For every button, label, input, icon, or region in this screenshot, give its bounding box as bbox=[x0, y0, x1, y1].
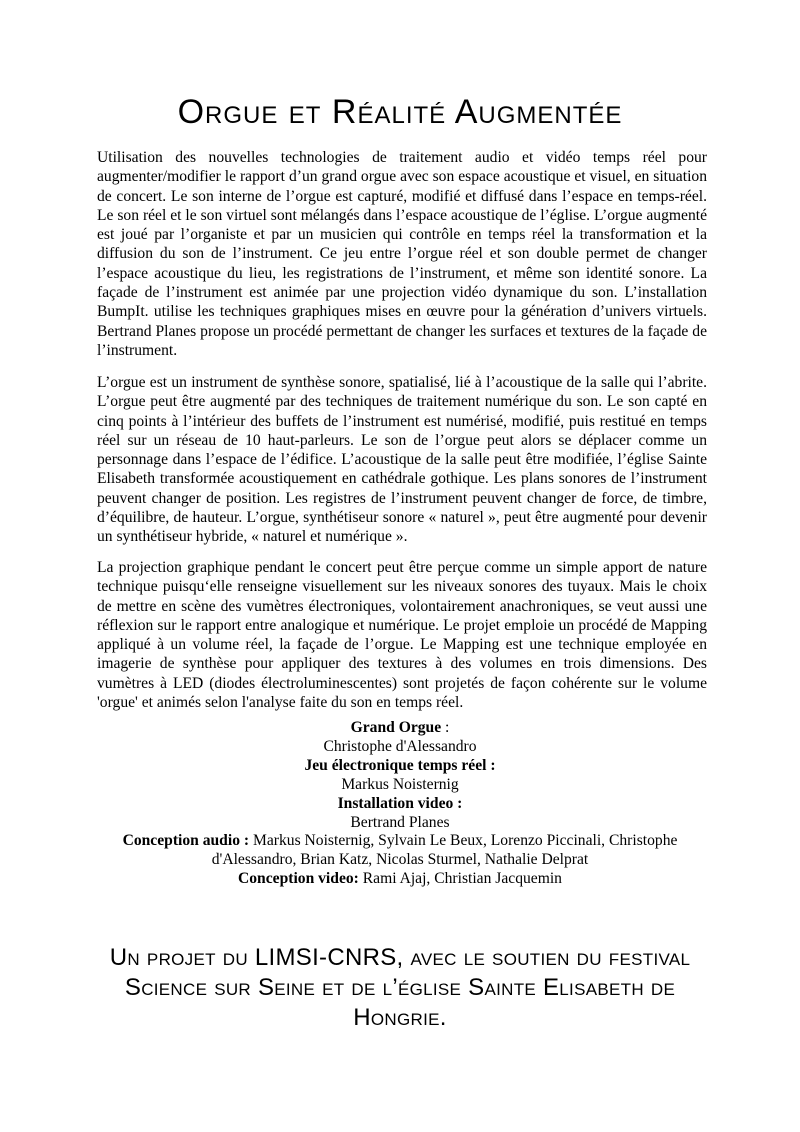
paragraph-synthese: L’orgue est un instrument de synthèse sonore, spatialisé, lié à l’acoustique de la salle qui l’abrite. L’orgue peut être augmenté par des techniques de traitement numérique du son. Le son capté en cinq points à l’intérieur des buffets de l’instrument est numérisé, modifié, puis restitué en temps réel sur un réseau de 10 haut-parleurs. Le son de l’orgue peut alors se déplacer comme un personnage dans l’espace de l’édifice. L’acoustique de la salle peut être modifiée, l’église Sainte Elisabeth transformée acoustiquement en cathédrale gothique. Les plans sonores de l’instrument peuvent changer de position. Les registres de l’instrument peuvent changer de force, de timbre, d’équilibre, de hauteur. L’orgue, synthétiseur sonore « naturel », peut être augmenté pour devenir un synthétiseur hybride, « naturel et numérique ». bbox=[97, 374, 707, 546]
paragraph-intro: Utilisation des nouvelles technologies de traitement audio et vidéo temps réel pour augmenter/modifier le rapport d’un grand orgue avec son espace acoustique et visuel, en situation de concert. Le son interne de l’orgue est capturé, modifié et diffusé dans l’espace en temps-réel. Le son réel et le son virtuel sont mélangés dans l’espace acoustique de l’église. L’orgue augmenté est joué par l’organiste et par un musicien qui contrôle en temps réel la transformation et la diffusion du son de l’instrument. Ce jeu entre l’orgue réel et son double permet de changer l’espace acoustique du lieu, les registrations de l’instrument, et même son identité sonore. La façade de l’instrument est animée par une projection vidéo dynamique du son. L’installation BumpIt. utilise les techniques graphiques mises en œuvre pour la génération d’univers virtuels. Bertrand Planes propose un procédé permettant de changer les surfaces et textures de la façade de l’instrument. bbox=[97, 149, 707, 359]
credit-audio-names-2: d'Alessandro, Brian Katz, Nicolas Sturmel, Nathalie Delprat bbox=[211, 851, 589, 869]
paragraph-projection: La projection graphique pendant le concert peut être perçue comme un simple apport de nature technique puisqu‘elle renseigne visuellement sur les niveaux sonores des tuyaux. Mais le choix de mettre en scène des vumètres électroniques, volontairement anachroniques, se veut aussi une réflexion sur le rapport entre analogique et numérique. Le projet emploie un procédé de Mapping appliqué à un volume réel, la façade de l’orgue. Le Mapping est une technique employée en imagerie de synthèse pour appliquer des textures à des volumes en trois dimensions. Des vumètres à LED (diodes électroluminescentes) sont projetés de façon cohérente sur le volume 'orgue' et animés selon l'analyse faite du son en temps réel. bbox=[97, 559, 707, 712]
credit-jeu-label: Jeu électronique temps réel : bbox=[304, 756, 496, 774]
footer-project-statement: Un projet du LIMSI-CNRS, avec le soutien du festival Science sur Seine et de l’église Sainte Elisabeth de Hongrie. bbox=[109, 944, 691, 1031]
credit-grand-orgue-label: Grand Orgue bbox=[350, 719, 442, 736]
credit-video-names: Rami Ajaj, Christian Jacquemin bbox=[358, 870, 562, 888]
document-title: Orgue et Réalité Augmentée bbox=[177, 93, 623, 131]
credit-grand-orgue-separator: : bbox=[441, 719, 450, 736]
credit-grand-orgue-name: Christophe d'Alessandro bbox=[323, 737, 477, 755]
credit-grand-orgue-label-row bbox=[100, 719, 700, 738]
credit-audio-row bbox=[100, 832, 700, 851]
credit-video-row bbox=[100, 870, 700, 889]
credit-installation-label: Installation video : bbox=[337, 794, 463, 812]
credit-video-label: Conception video: bbox=[238, 870, 359, 888]
credit-jeu-label-row bbox=[100, 757, 700, 776]
credit-installation-label-row bbox=[100, 795, 700, 814]
credit-audio-label: Conception audio : bbox=[122, 832, 250, 850]
credit-audio-names-1: Markus Noisternig, Sylvain Le Beux, Lorenzo Piccinali, Christophe bbox=[249, 832, 678, 850]
credits-block bbox=[100, 719, 700, 889]
credit-jeu-name: Markus Noisternig bbox=[341, 775, 459, 793]
credit-installation-name: Bertrand Planes bbox=[350, 813, 450, 831]
